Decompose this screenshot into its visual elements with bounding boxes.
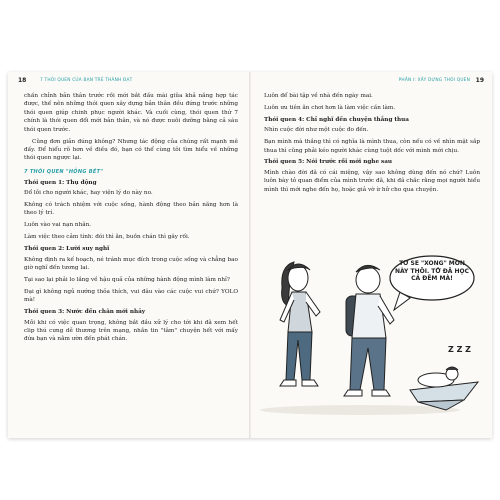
habit-line: Luôn để bài tập về nhà đến ngày mai.: [264, 93, 373, 99]
habit-line: Đổ lỗi cho người khác, hay viện lý do này no.: [24, 190, 153, 197]
section-title: 7 THÓI QUEN "HỎNG BÉT": [24, 168, 104, 175]
habit-title: Thói quen 5: Nói trước rồi mới nghe sau: [264, 159, 393, 166]
habit-title: Thói quen 2: Lười suy nghĩ: [24, 246, 110, 253]
left-running-head: 7 THÓI QUEN CỦA BẠN TRẺ THÀNH ĐẠT: [40, 78, 133, 83]
habit-line: Không có trách nhiệm với cuộc sống, hành động theo bản năng hơn là theo lý trí.: [24, 202, 238, 217]
habit-title: Thói quen 4: Chỉ nghĩ đến chuyện thắng thua: [264, 116, 409, 123]
comic-illustration: [250, 240, 480, 418]
speech-bubble-text: TỚ SẼ "XONG" MÔN NÀY THÔI. TỚ ĐÃ HỌC CẢ ĐÊM MÀ!: [394, 260, 470, 282]
intro-paragraph: chấn chỉnh bản thân trước rồi mới bắt đầu mài giũa khả năng hợp tác được, thế nên những thói quen xây dựng bản thân đều đứng trước những thói quen giúp chinh phục người khác. Và cuối cùng, thói quen thứ 7 chính là thói quen đổi mới bản thân, và nó được nuôi dưỡng bằng cả sáu thói quen trước.: [24, 93, 238, 133]
sleeping-figure: [410, 367, 478, 410]
habit-line: Mỗi khi có việc quan trọng, không bắt đầu xử lý cho tới khi đã xem hết clip thú cưng dễ thương trên mạng, nhắn tin "tâm" chuyện hết với mấy đứa bạn và nằm ườn đến phát chán.: [24, 319, 238, 343]
habit-line: Không định ra kế hoạch, né tránh mục đích trong cuộc sống và chẳng bao giờ nghĩ đến tương lai.: [24, 256, 238, 271]
boy-figure: [344, 265, 394, 396]
habit-line: Nhìn cuộc đời như một cuộc đo đến.: [264, 127, 369, 134]
book-spread: [8, 72, 492, 438]
habit-title: Thói quen 1: Thụ động: [24, 179, 97, 186]
habit-line: Đại gì không ngủ nướng thỏa thích, vui đâu vào các cuộc vui chứ? YOLO mà!: [24, 288, 238, 304]
habit-line: Luôn vào vai nạn nhân.: [24, 222, 92, 229]
left-page-number: 18: [18, 77, 27, 84]
habit-line: Làm việc theo cảm tính: đói thì ăn, buồn chán thì gây rối.: [24, 234, 190, 241]
habit-line: Luôn ưu tiên ăn chơi hơn là làm việc cần làm.: [264, 104, 396, 111]
right-running-head: PHẦN I: XÂY DỰNG THÓI QUEN: [398, 78, 470, 83]
intro-paragraph: Cũng đơn giản đúng không? Nhưng tác động của chúng rất mạnh mẽ đấy. Để hiểu rõ hơn về điều đó, bạn có thể cùng tôi tìm hiểu về những thói quen ngược lại.: [24, 138, 238, 162]
right-page: [250, 72, 492, 438]
habit-title: Thói quen 3: Nước đến chân mới nhảy: [24, 309, 146, 316]
habit-line: Bạn mình mà thắng thì có nghĩa là mình thua, còn nếu có về nhìn mặt sắp thua thì cũng phải kéo người khác cùng tuột dốc với mình mới chịu.: [264, 139, 480, 154]
right-page-number: 19: [475, 77, 484, 84]
speech-bubble: [390, 256, 474, 310]
left-page: [8, 72, 250, 438]
habit-line: Mình chào đời đã có cái miệng, vậy sao không dùng đến nó chứ? Luôn luôn bày tỏ quan điểm của mình trước đã, khi đã chắc rằng mọi người hiểu mình thì mới nghe đến họ, hoặc giả vờ ừ hử cho qua chuyện.: [264, 169, 480, 193]
girl-figure: [280, 262, 320, 386]
habit-line: Tại sao lại phải lo lắng về hậu quả của những hành động mình làm nhỉ?: [24, 276, 230, 283]
snore-text: Z Z Z: [448, 345, 471, 354]
